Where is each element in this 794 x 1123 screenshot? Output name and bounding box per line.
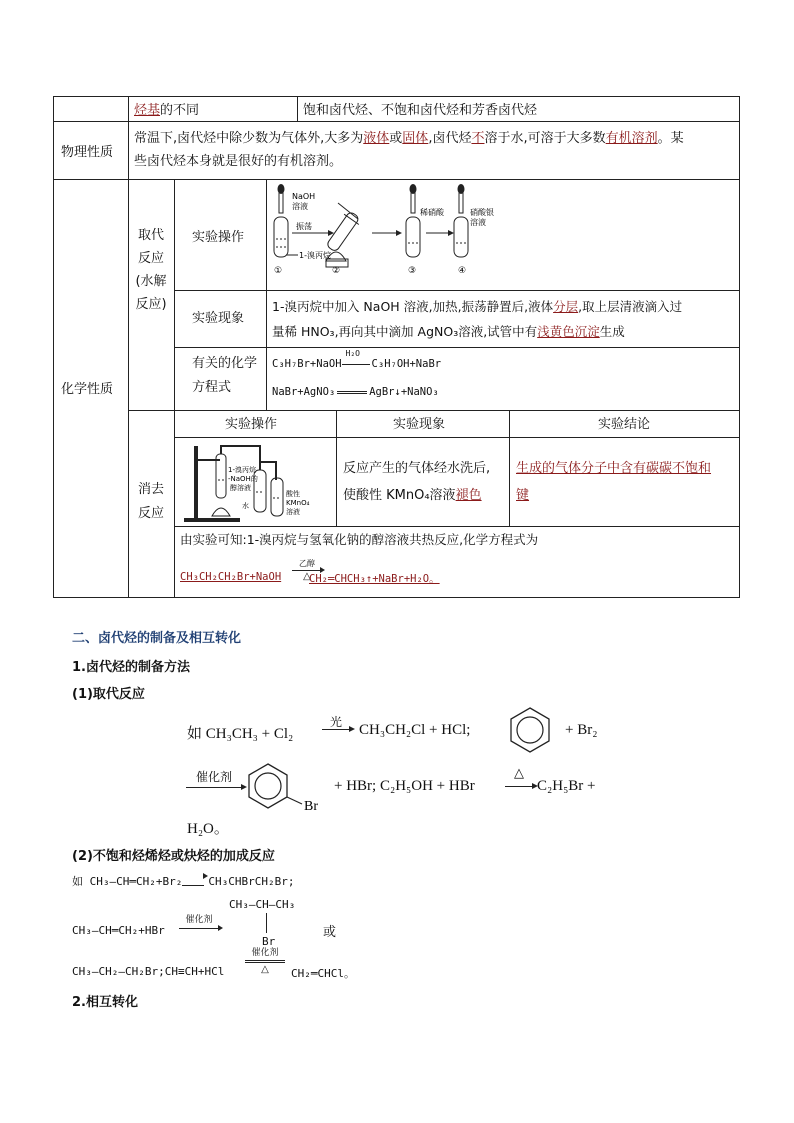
prep-line1 [187, 722, 293, 743]
elimination-label: 消去反应 [137, 482, 164, 521]
sub-eq2-a: NaBr+AgNO₃ [272, 386, 336, 398]
prep-line1b: CH₃CH₂Cl + HCl; [359, 722, 471, 738]
phys-u1: 液体 [363, 131, 390, 146]
prep-line2b: C₂H₅Br + [537, 778, 596, 794]
fig-n3: ③ [408, 266, 417, 276]
bromobenzene-ring [246, 760, 326, 812]
elim-phen-t1: 反应产生的气体经水洗后, [343, 461, 491, 476]
sub-phen-label: 实验现象 [192, 311, 245, 326]
benzene-ring-1 [508, 706, 552, 754]
prep-cond-cat: 催化剂 [195, 770, 232, 784]
fig-naoh: NaOH [292, 192, 316, 201]
header-left-text: 的不同 [160, 103, 200, 118]
sub-eq1-cond: H₂O [345, 349, 360, 358]
section2-title: 二、卤代烃的制备及相互转化 [72, 631, 242, 646]
hydrolysis-apparatus-figure [268, 181, 508, 277]
fig-agno3-1: 硝酸银 [470, 208, 494, 217]
fig-e1: 1-溴丙烷 [228, 466, 256, 474]
add-eq1-a: 如 CH₃—CH═CH₂+Br₂ [72, 875, 183, 888]
fig-dilute: 稀硝酸 [420, 208, 444, 217]
elim-eq-b: CH₂═CHCH₃↑+NaBr+H₂O。 [309, 573, 440, 585]
section2-s2: 2.相互转化 [72, 995, 138, 1010]
elim-h-op: 实验操作 [225, 417, 278, 432]
fig-agno3-2: 溶液 [470, 218, 486, 227]
phys-t2: 或 [389, 131, 403, 146]
substitution-label: 取代反应(水解反应) [135, 228, 167, 312]
phys-t3: ,卤代烃 [428, 131, 472, 146]
add-eq2-br: Br [262, 935, 276, 948]
add-eq2-product: CH₃—CH—CH₃ [229, 898, 296, 911]
fig-n2: ② [332, 266, 341, 276]
sub-phen-t1: 1-溴丙烷中加入 NaOH 溶液,加热,振荡静置后,液体 [272, 299, 554, 314]
prep-line2: + HBr; C₂H₅OH + HBr [334, 778, 475, 794]
fig-k2: KMnO₄ [286, 499, 310, 507]
elim-eq-cond-top: 乙醇 [299, 559, 315, 568]
phys-u4: 有机溶剂 [605, 131, 658, 146]
elim-concl-u1: 生成的气体分子中含有碳碳不饱和 [516, 461, 712, 476]
elim-eq-a: CH₃CH₂CH₂Br+NaOH [180, 571, 282, 583]
phys-line2: 些卤代烃本身就是很好的有机溶剂。 [134, 154, 343, 169]
fig-e3: 醇溶液 [230, 484, 251, 492]
add-eq1 [72, 873, 294, 889]
prep-cond-heat: △ [514, 766, 524, 781]
add-eq2: CH₃—CH═CH₂+HBr [72, 924, 165, 937]
elim-phen-text [343, 455, 505, 509]
add-eq2-cond: 催化剂 [185, 915, 213, 925]
header-left-underlined: 烃基 [134, 103, 161, 118]
prep-plus-br2: + Br₂ [565, 722, 598, 738]
sub-phen-u1: 分层 [553, 299, 579, 314]
elim-phen-u: 褪色 [455, 488, 482, 503]
elim-concl-u2: 键 [516, 488, 530, 503]
phys-u2: 固体 [402, 131, 429, 146]
sub-eq-label: 有关的化学方程式 [192, 356, 258, 395]
add-eq3-arrow [245, 945, 291, 979]
elim-eq-cond-bot: △ [303, 571, 311, 582]
elim-conclusion: 由实验可知:1-溴丙烷与氢氧化钠的醇溶液共热反应,化学方程式为 [180, 532, 539, 547]
sub-eq1-a: C₃H₇Br+NaOH [272, 358, 342, 370]
add-eq3-cond-top: 催化剂 [251, 948, 279, 958]
elim-eq-products [309, 571, 440, 586]
physical-label: 物理性质 [61, 145, 114, 160]
header-left [134, 99, 199, 118]
fig-water: 水 [242, 502, 249, 510]
sub-op-label: 实验操作 [192, 230, 245, 245]
sub-phen-t2: ,取上层清液滴入过 [578, 299, 683, 314]
sub-phen-t4: 生成 [599, 324, 625, 339]
prep-cond-light: 光 [329, 715, 342, 729]
prep-l1-a: 如 CH₃CH₃ + Cl₂ [187, 726, 294, 742]
header-right: 饱和卤代烃、不饱和卤代烃和芳香卤代烃 [303, 103, 538, 118]
sub-eq1 [272, 349, 442, 370]
sub-eq1-b: C₃H₇OH+NaBr [371, 358, 442, 370]
elim-equation [180, 571, 281, 583]
add-eq3-product: CH₂═CHCl。 [291, 967, 355, 980]
fig-k3: 溶液 [286, 508, 300, 516]
fig-k1: 酸性 [286, 490, 300, 498]
add-eq2-or: 或 [323, 925, 337, 940]
chemical-label: 化学性质 [61, 382, 114, 397]
add-eq2-bond [266, 913, 267, 933]
elim-h-phen: 实验现象 [393, 417, 446, 432]
elim-concl-text [516, 455, 738, 509]
phys-t4: 溶于水,可溶于大多数 [484, 131, 606, 146]
fig-e2: -NaOH的 [228, 475, 258, 483]
section2-s1b: (2)不饱和烃烯烃或炔烃的加成反应 [72, 849, 275, 864]
sub-phen-text [272, 294, 738, 344]
phys-u3: 不 [471, 131, 485, 146]
elim-phen-t2: 使酸性 KMnO₄溶液 [343, 488, 456, 503]
elimination-apparatus-figure [180, 440, 332, 524]
sub-phen-t3: 量稀 HNO₃,再向其中滴加 AgNO₃溶液,试管中有 [272, 324, 538, 339]
fig-shake: 振荡 [296, 222, 312, 231]
prep-arrow-light [322, 713, 356, 733]
phys-t1: 常温下,卤代烃中除少数为气体外,大多为 [134, 131, 364, 146]
phys-t5: 。某 [657, 131, 684, 146]
add-eq3-cond-bot: △ [261, 964, 269, 975]
sub-phen-u2: 浅黄色沉淀 [537, 324, 600, 339]
fig-bromo: 1-溴丙烷 [299, 251, 331, 260]
add-eq2-arrow [179, 912, 225, 932]
physical-text [134, 127, 736, 173]
sub-eq2-b: AgBr↓+NaNO₃ [369, 386, 439, 398]
add-eq3: CH₃—CH₂—CH₂Br;CH≡CH+HCl [72, 965, 225, 978]
fig-n1: ① [274, 266, 283, 276]
prep-br-sub: Br [304, 799, 318, 812]
add-eq1-b: CH₃CHBrCH₂Br; [208, 875, 295, 888]
section2-s1a: (1)取代反应 [72, 687, 145, 702]
fig-n4: ④ [458, 266, 467, 276]
prep-arrow-cat [186, 768, 248, 792]
prep-arrow-heat [505, 768, 539, 790]
fig-sol: 溶液 [292, 202, 308, 211]
section2-s1: 1.卤代烃的制备方法 [72, 660, 190, 675]
sub-eq2 [272, 386, 439, 398]
prep-water: H₂O。 [187, 821, 229, 837]
elim-h-concl: 实验结论 [598, 417, 651, 432]
